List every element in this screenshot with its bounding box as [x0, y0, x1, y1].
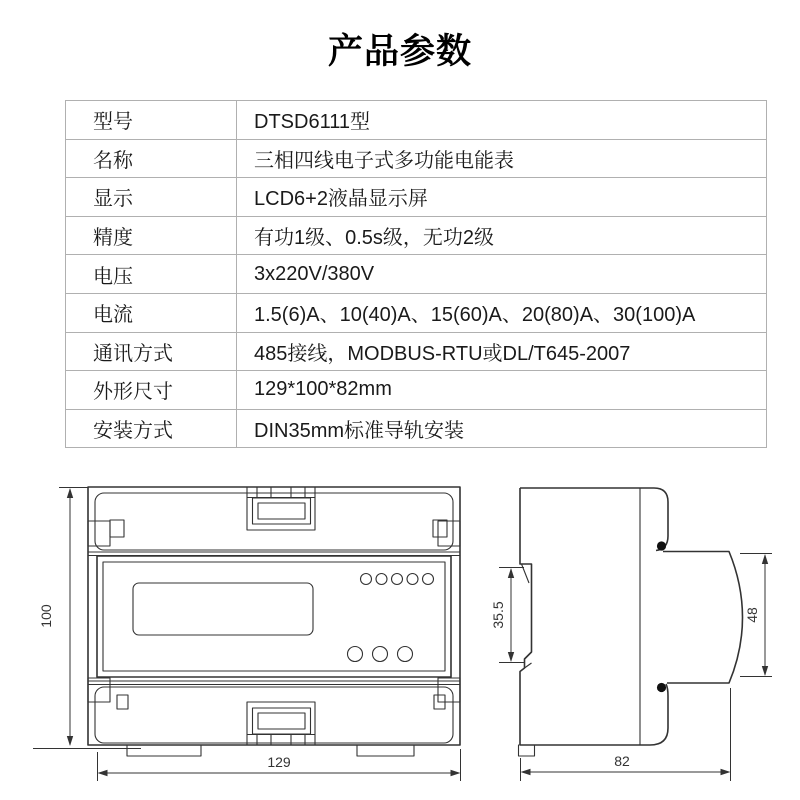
spec-label: 型号: [66, 101, 237, 140]
side-view-drawing: [490, 488, 772, 781]
spec-label: 通讯方式: [66, 332, 237, 371]
spec-label: 外形尺寸: [66, 371, 237, 410]
screw-dot-top: [657, 541, 666, 550]
lcd-screen: [133, 583, 313, 635]
dim-label-front-face: 48: [744, 607, 760, 623]
spec-value: LCD6+2液晶显示屏: [237, 178, 767, 217]
spec-value: DIN35mm标准导轨安装: [237, 409, 767, 448]
dimension-depth-82: [521, 688, 731, 781]
page-title: 产品参数: [327, 32, 472, 71]
spec-value: 485接线，MODBUS-RTU或DL/T645-2007: [237, 332, 767, 371]
indicator-leds: [361, 574, 434, 585]
spec-label: 名称: [66, 139, 237, 178]
hinge-bottom-left: [88, 678, 110, 702]
dim-label-depth: 82: [614, 753, 630, 769]
front-bulge: [663, 552, 743, 684]
front-view-drawing: [33, 487, 461, 781]
dimension-rail-35-5: [490, 568, 524, 663]
screw-dot-bottom: [657, 683, 666, 692]
hinge-bottom-right: [438, 678, 460, 702]
mounting-foot-right: [357, 745, 414, 756]
din-clip-bottom: [247, 702, 315, 745]
din-rail-groove: [520, 488, 532, 745]
side-body-top: [520, 488, 668, 551]
hinge-top-right: [438, 521, 460, 546]
hinge-top-left: [88, 521, 110, 546]
spec-value: 129*100*82mm: [237, 371, 767, 410]
push-buttons: [348, 647, 413, 662]
dim-label-height: 100: [38, 604, 54, 628]
top-seam-lines: [88, 552, 460, 556]
spec-value: 3x220V/380V: [237, 255, 767, 294]
dimension-face-48: [740, 554, 772, 677]
face-panel: [97, 556, 451, 677]
bottom-seam-lines: [88, 681, 460, 685]
spec-label: 电压: [66, 255, 237, 294]
screw-hole-top-left: [110, 520, 124, 537]
spec-value: 1.5(6)A、10(40)A、15(60)A、20(80)A、30(100)A: [237, 293, 767, 332]
dim-label-rail-slot: 35.5: [490, 601, 506, 629]
spec-label: 精度: [66, 216, 237, 255]
side-foot: [519, 745, 535, 756]
screw-hole-top-right: [433, 520, 447, 537]
dim-label-width: 129: [267, 754, 291, 770]
meter-body-front: [88, 487, 460, 745]
spec-value: 有功1级、0.5s级，无功2级: [237, 216, 767, 255]
spec-value: 三相四线电子式多功能电能表: [237, 139, 767, 178]
top-terminal-cover: [95, 493, 453, 550]
mounting-foot-left: [127, 745, 201, 756]
spec-value: DTSD6111型: [237, 101, 767, 140]
spec-label: 安装方式: [66, 409, 237, 448]
spec-label: 显示: [66, 178, 237, 217]
spec-label: 电流: [66, 293, 237, 332]
dimension-width-129: [98, 749, 461, 781]
side-body-bottom: [520, 684, 668, 745]
screw-hole-bottom-left: [117, 695, 128, 709]
face-panel-inner: [103, 562, 445, 671]
